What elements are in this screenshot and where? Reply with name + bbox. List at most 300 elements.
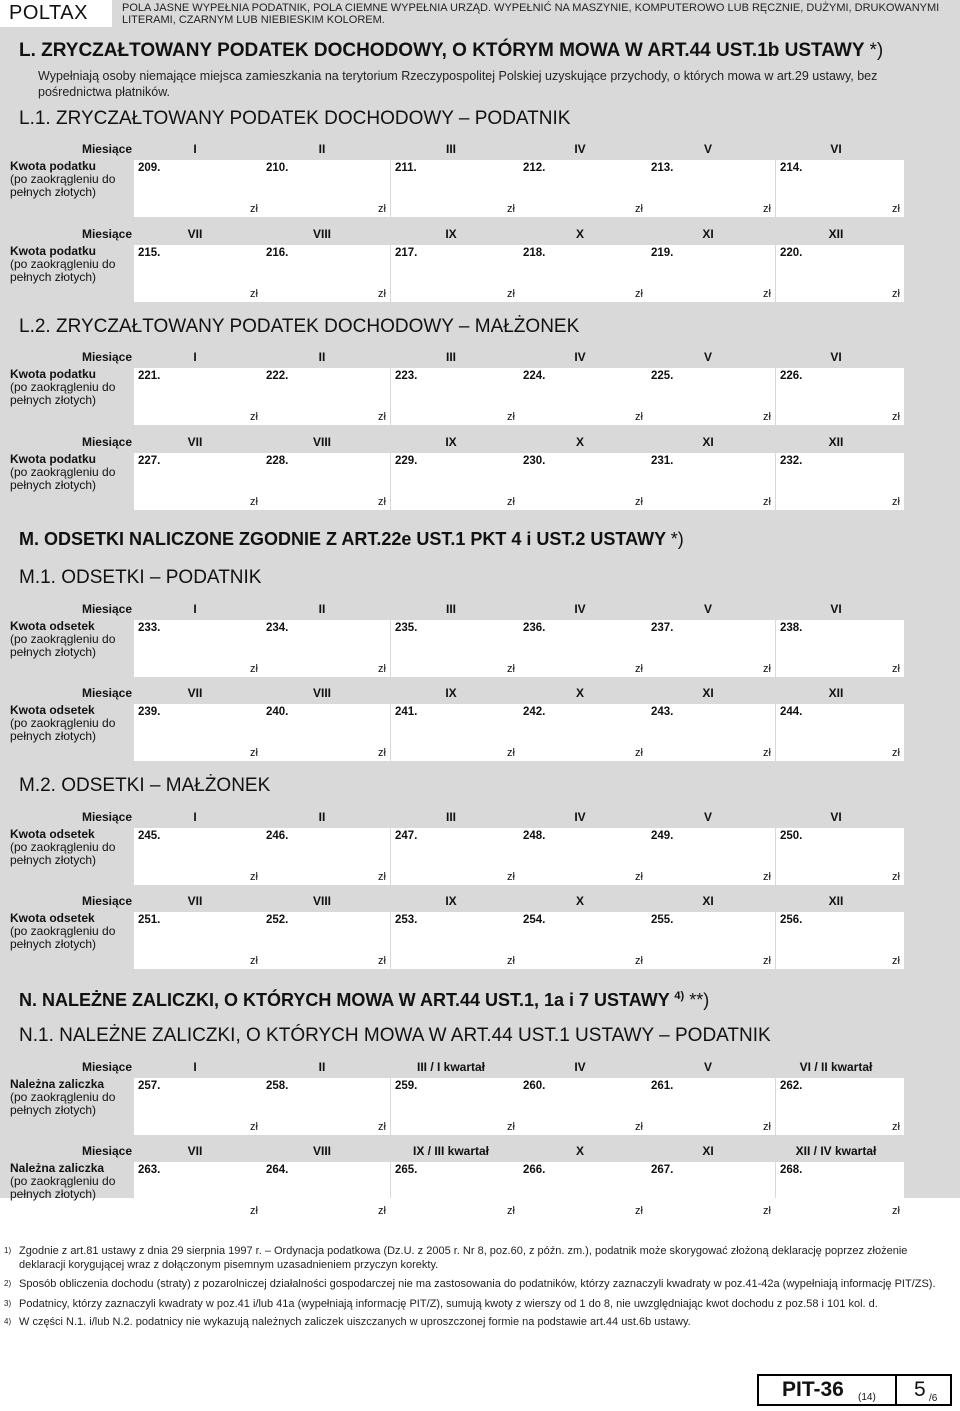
months-header-label: Miesiące (81, 1144, 132, 1158)
currency-unit: zł (250, 411, 258, 423)
month-name: XI (702, 894, 714, 908)
month-name: VI (830, 142, 842, 156)
amount-field[interactable] (776, 620, 904, 677)
currency-unit: zł (892, 288, 900, 300)
month-name: V (703, 1060, 712, 1074)
months-header-label: Miesiące (81, 350, 132, 364)
currency-unit: zł (507, 411, 515, 423)
amount-field[interactable] (262, 453, 390, 510)
filling-instructions: POLA JASNE WYPEŁNIA PODATNIK, POLA CIEMNE WYPEŁNIA URZĄD. WYPEŁNIĆ NA MASZYNIE, KOMPUTEROWO LUB RĘCZNIE, DUŻYMI, DRUKOWANYMI LITERAMI, CZARNYM LUB NIEBIESKIM KOLOREM. (122, 2, 940, 26)
row-label-title: Kwota podatku (10, 452, 96, 466)
month-name: XI (702, 686, 714, 700)
field-number: 246. (266, 830, 289, 842)
amount-field[interactable] (391, 453, 519, 510)
section-n-title (19, 990, 709, 1011)
field-number: 257. (138, 1080, 161, 1092)
amount-field[interactable] (776, 160, 904, 217)
month-name: IV (574, 810, 586, 824)
field-number: 234. (266, 622, 289, 634)
field-number: 263. (138, 1164, 161, 1176)
currency-unit: zł (507, 496, 515, 508)
month-name: XII (828, 894, 844, 908)
field-number: 264. (266, 1164, 289, 1176)
row-label-note: (po zaokrągleniu do pełnych złotych) (10, 1090, 116, 1117)
field-number: 244. (780, 706, 803, 718)
currency-unit: zł (507, 203, 515, 215)
currency-unit: zł (763, 203, 771, 215)
amount-field[interactable] (134, 1078, 262, 1135)
field-number: 231. (651, 455, 674, 467)
section-l2-title: L.2. ZRYCZAŁTOWANY PODATEK DOCHODOWY – MAŁŻONEK (19, 316, 580, 337)
currency-unit: zł (378, 1121, 386, 1133)
months-header-row (10, 684, 952, 702)
amount-field[interactable] (391, 245, 519, 302)
month-name: III / I kwartał (416, 1060, 486, 1074)
field-number: 259. (395, 1080, 418, 1092)
field-number: 254. (523, 914, 546, 926)
amount-field[interactable] (519, 704, 647, 761)
amount-field[interactable] (776, 912, 904, 969)
section-l-title-text: L. ZRYCZAŁTOWANY PODATEK DOCHODOWY, O KTÓRYM MOWA W ART.44 UST.1b USTAWY (19, 40, 865, 61)
month-name: V (703, 602, 712, 616)
month-name: I (193, 1060, 197, 1074)
months-header-label: Miesiące (81, 686, 132, 700)
row-label-note: (po zaokrągleniu do pełnych złotych) (10, 380, 116, 407)
section-n-title-text: N. NALEŻNE ZALICZKI, O KTÓRYCH MOWA W ART.44 UST.1, 1a i 7 USTAWY (19, 990, 670, 1010)
amount-field[interactable] (134, 453, 262, 510)
amount-field[interactable] (519, 453, 647, 510)
amount-field[interactable] (647, 1078, 775, 1135)
amount-field[interactable] (262, 1162, 390, 1219)
row-label-title: Kwota podatku (10, 244, 96, 258)
currency-unit: zł (507, 663, 515, 675)
amount-field[interactable] (262, 620, 390, 677)
month-name: XII (828, 435, 844, 449)
amount-field[interactable] (134, 912, 262, 969)
section-m-title (19, 529, 684, 550)
month-name: III (445, 810, 456, 824)
row-label-title: Kwota podatku (10, 367, 96, 381)
section-l-intro: Wypełniają osoby niemające miejsca zamieszkania na terytorium Rzeczypospolitej Polskiej uzyskujące przychody, o których mowa w art.29 ustawy, bez pośrednictwa płatników. (38, 69, 878, 99)
month-name: VIII (312, 686, 331, 700)
footnote-1-text: Zgodnie z art.81 ustawy z dnia 29 sierpnia 1997 r. – Ordynacja podatkowa (Dz.U. z 2005 r. Nr 8, poz.60, z późn. zm.), podatnik może skorygować złożoną deklarację poprzez złożenie deklaracji korygującej wraz z dołączonym pisemnym uzasadnieniem przyczyn korekty. (19, 1245, 908, 1271)
row-label-title: Kwota odsetek (10, 827, 95, 841)
field-number: 228. (266, 455, 289, 467)
amount-field[interactable] (134, 368, 262, 425)
month-name: VIII (312, 227, 331, 241)
currency-unit: zł (250, 955, 258, 967)
currency-unit: zł (763, 1205, 771, 1217)
field-number: 220. (780, 247, 803, 259)
field-number: 255. (651, 914, 674, 926)
currency-unit: zł (507, 871, 515, 883)
footnote-4-mark: 4) (4, 1317, 12, 1326)
footnote-2 (0, 1277, 940, 1291)
months-header-row (10, 1142, 952, 1160)
footnote-3 (0, 1297, 940, 1311)
month-name: III (445, 142, 456, 156)
month-name: II (318, 810, 326, 824)
month-name: VIII (312, 435, 331, 449)
month-name: IX / III kwartał (412, 1144, 490, 1158)
month-name: III (445, 602, 456, 616)
amount-field[interactable] (262, 912, 390, 969)
month-name: I (193, 350, 197, 364)
amount-field[interactable] (134, 704, 262, 761)
month-name: X (575, 894, 584, 908)
footnote-3-mark: 3) (4, 1299, 12, 1308)
month-name: IV (574, 1060, 586, 1074)
currency-unit: zł (635, 871, 643, 883)
amount-field[interactable] (647, 368, 775, 425)
month-name: I (193, 142, 197, 156)
amount-field[interactable] (262, 704, 390, 761)
amount-field[interactable] (134, 160, 262, 217)
amount-field[interactable] (647, 704, 775, 761)
section-l-footnote-mark: *) (869, 40, 884, 61)
currency-unit: zł (378, 747, 386, 759)
currency-unit: zł (892, 955, 900, 967)
section-l-title (19, 40, 883, 62)
currency-unit: zł (378, 288, 386, 300)
month-name: IX (445, 894, 457, 908)
amount-field[interactable] (647, 453, 775, 510)
month-name: XII (828, 227, 844, 241)
footnote-2-text: Sposób obliczenia dochodu (straty) z pozarolniczej działalności gospodarczej nie ma zastosowania do podatników, którzy zaznaczyli kwadraty w poz.41-42a (wypełniają informację PIT/ZS). (19, 1278, 936, 1290)
amount-field[interactable] (391, 160, 519, 217)
amount-field[interactable] (519, 368, 647, 425)
month-name: VIII (312, 1144, 331, 1158)
section-n1-title: N.1. NALEŻNE ZALICZKI, O KTÓRYCH MOWA W ART.44 UST.1 USTAWY – PODATNIK (19, 1025, 771, 1046)
field-number: 268. (780, 1164, 803, 1176)
months-header-label: Miesiące (81, 142, 132, 156)
months-header-label: Miesiące (81, 1060, 132, 1074)
month-name: VII (187, 686, 203, 700)
month-name: VI (830, 810, 842, 824)
currency-unit: zł (892, 203, 900, 215)
field-number: 238. (780, 622, 803, 634)
field-number: 227. (138, 455, 161, 467)
section-l1-title: L.1. ZRYCZAŁTOWANY PODATEK DOCHODOWY – PODATNIK (19, 108, 571, 129)
currency-unit: zł (378, 411, 386, 423)
amount-field[interactable] (262, 828, 390, 885)
currency-unit: zł (507, 1121, 515, 1133)
currency-unit: zł (378, 663, 386, 675)
month-name: XII (828, 686, 844, 700)
month-name: XII / IV kwartał (795, 1144, 877, 1158)
amount-field[interactable] (519, 245, 647, 302)
row-label-title: Kwota odsetek (10, 703, 95, 717)
field-number: 253. (395, 914, 418, 926)
footnote-3-text: Podatnicy, którzy zaznaczyli kwadraty w poz.41 i/lub 41a (wypełniają informację PIT/Z), sumują kwoty z wierszy od 1 do 8, nie uwzględniając kwot dochodu z poz.58 i 101 kol. d. (19, 1298, 878, 1310)
amount-field[interactable] (134, 245, 262, 302)
month-name: IV (574, 602, 586, 616)
currency-unit: zł (763, 496, 771, 508)
months-header-label: Miesiące (81, 602, 132, 616)
month-name: V (703, 142, 712, 156)
currency-unit: zł (763, 871, 771, 883)
amount-field[interactable] (134, 620, 262, 677)
month-name: V (703, 350, 712, 364)
field-number: 236. (523, 622, 546, 634)
amount-field[interactable] (647, 620, 775, 677)
currency-unit: zł (763, 955, 771, 967)
currency-unit: zł (250, 203, 258, 215)
currency-unit: zł (378, 1205, 386, 1217)
currency-unit: zł (763, 411, 771, 423)
month-name: IV (574, 350, 586, 364)
amount-field[interactable] (776, 1078, 904, 1135)
footnote-4-text: W części N.1. i/lub N.2. podatnicy nie wykazują należnych zaliczek uiszczanych w uproszczonej formie na podstawie art.44 ust.6b ustawy. (19, 1316, 691, 1328)
amount-field[interactable] (647, 160, 775, 217)
months-header-row (10, 1058, 952, 1076)
currency-unit: zł (378, 203, 386, 215)
field-number: 240. (266, 706, 289, 718)
section-n-footnote-ref: 4) (674, 990, 685, 1002)
amount-field[interactable] (776, 704, 904, 761)
section-m2-title: M.2. ODSETKI – MAŁŻONEK (19, 775, 271, 796)
month-name: VI / II kwartał (799, 1060, 873, 1074)
currency-unit: zł (378, 871, 386, 883)
amount-field[interactable] (519, 160, 647, 217)
currency-unit: zł (250, 288, 258, 300)
currency-unit: zł (635, 411, 643, 423)
field-number: 235. (395, 622, 418, 634)
amount-field[interactable] (391, 620, 519, 677)
amount-field[interactable] (262, 1078, 390, 1135)
row-label-note: (po zaokrągleniu do pełnych złotych) (10, 257, 116, 284)
field-number: 243. (651, 706, 674, 718)
month-name: V (703, 810, 712, 824)
months-header-label: Miesiące (81, 227, 132, 241)
field-number: 258. (266, 1080, 289, 1092)
currency-unit: zł (892, 1205, 900, 1217)
amount-field[interactable] (776, 453, 904, 510)
month-name: VI (830, 350, 842, 364)
months-header-row (10, 808, 952, 826)
page-total: /6 (929, 1393, 938, 1404)
month-name: VIII (312, 894, 331, 908)
currency-unit: zł (635, 1205, 643, 1217)
field-number: 218. (523, 247, 546, 259)
month-name: II (318, 350, 326, 364)
amount-field[interactable] (647, 828, 775, 885)
currency-unit: zł (378, 496, 386, 508)
field-number: 230. (523, 455, 546, 467)
amount-field[interactable] (262, 245, 390, 302)
page-number: 5 (914, 1378, 926, 1401)
amount-field[interactable] (519, 828, 647, 885)
amount-field[interactable] (519, 620, 647, 677)
field-number: 219. (651, 247, 674, 259)
row-label-note: (po zaokrągleniu do pełnych złotych) (10, 172, 116, 199)
months-header-label: Miesiące (81, 435, 132, 449)
currency-unit: zł (250, 871, 258, 883)
currency-unit: zł (250, 747, 258, 759)
amount-field[interactable] (647, 245, 775, 302)
poltax-logo: POLTAX (0, 0, 112, 27)
amount-field[interactable] (262, 160, 390, 217)
amount-field[interactable] (647, 1162, 775, 1219)
currency-unit: zł (763, 288, 771, 300)
currency-unit: zł (507, 1205, 515, 1217)
month-name: VII (187, 227, 203, 241)
currency-unit: zł (635, 955, 643, 967)
form-version: (14) (858, 1392, 876, 1403)
row-label-title: Kwota podatku (10, 159, 96, 173)
currency-unit: zł (763, 1121, 771, 1133)
field-number: 225. (651, 370, 674, 382)
month-name: IX (445, 227, 457, 241)
field-number: 247. (395, 830, 418, 842)
field-number: 212. (523, 162, 546, 174)
month-name: II (318, 602, 326, 616)
field-number: 229. (395, 455, 418, 467)
currency-unit: zł (635, 288, 643, 300)
months-header-label: Miesiące (81, 894, 132, 908)
amount-field[interactable] (776, 1162, 904, 1219)
currency-unit: zł (892, 747, 900, 759)
field-number: 215. (138, 247, 161, 259)
currency-unit: zł (635, 747, 643, 759)
field-number: 266. (523, 1164, 546, 1176)
amount-field[interactable] (391, 912, 519, 969)
amount-field[interactable] (391, 1078, 519, 1135)
field-number: 242. (523, 706, 546, 718)
month-name: X (575, 435, 584, 449)
amount-field[interactable] (776, 368, 904, 425)
field-number: 251. (138, 914, 161, 926)
field-number: 237. (651, 622, 674, 634)
field-number: 249. (651, 830, 674, 842)
currency-unit: zł (507, 288, 515, 300)
currency-unit: zł (635, 203, 643, 215)
field-number: 241. (395, 706, 418, 718)
row-label-note: (po zaokrągleniu do pełnych złotych) (10, 924, 116, 951)
row-label-note: (po zaokrągleniu do pełnych złotych) (10, 716, 116, 743)
amount-field[interactable] (519, 1078, 647, 1135)
field-number: 261. (651, 1080, 674, 1092)
field-number: 213. (651, 162, 674, 174)
field-number: 267. (651, 1164, 674, 1176)
month-name: VI (830, 602, 842, 616)
field-number: 248. (523, 830, 546, 842)
row-label-note: (po zaokrągleniu do pełnych złotych) (10, 840, 116, 867)
field-number: 245. (138, 830, 161, 842)
field-number: 210. (266, 162, 289, 174)
currency-unit: zł (507, 747, 515, 759)
currency-unit: zł (763, 663, 771, 675)
month-name: I (193, 602, 197, 616)
months-header-row (10, 600, 952, 618)
row-label-note: (po zaokrągleniu do pełnych złotych) (10, 465, 116, 492)
amount-field[interactable] (391, 704, 519, 761)
row-label-note: (po zaokrągleniu do pełnych złotych) (10, 632, 116, 659)
row-label-title: Należna zaliczka (10, 1077, 105, 1091)
form-code: PIT-36 (782, 1378, 844, 1401)
month-name: X (575, 227, 584, 241)
currency-unit: zł (892, 1121, 900, 1133)
month-name: VII (187, 1144, 203, 1158)
months-header-row (10, 892, 952, 910)
row-label-title: Należna zaliczka (10, 1161, 105, 1175)
currency-unit: zł (635, 663, 643, 675)
currency-unit: zł (892, 871, 900, 883)
amount-field[interactable] (391, 828, 519, 885)
currency-unit: zł (635, 1121, 643, 1133)
field-number: 221. (138, 370, 161, 382)
amount-field[interactable] (262, 368, 390, 425)
currency-unit: zł (507, 955, 515, 967)
row-label-note: (po zaokrągleniu do pełnych złotych) (10, 1174, 116, 1201)
month-name: XI (702, 1144, 714, 1158)
currency-unit: zł (892, 663, 900, 675)
field-number: 233. (138, 622, 161, 634)
amount-field[interactable] (647, 912, 775, 969)
amount-field[interactable] (391, 368, 519, 425)
field-number: 209. (138, 162, 161, 174)
months-header-row (10, 433, 952, 451)
amount-field[interactable] (519, 1162, 647, 1219)
months-header-row (10, 140, 952, 158)
amount-field[interactable] (391, 1162, 519, 1219)
field-number: 214. (780, 162, 803, 174)
field-number: 265. (395, 1164, 418, 1176)
month-name: VII (187, 894, 203, 908)
field-number: 260. (523, 1080, 546, 1092)
field-number: 256. (780, 914, 803, 926)
form-id-divider (895, 1374, 897, 1406)
section-m-title-text: M. ODSETKI NALICZONE ZGODNIE Z ART.22e UST.1 PKT 4 i UST.2 USTAWY (19, 529, 666, 549)
month-name: VII (187, 435, 203, 449)
amount-field[interactable] (776, 245, 904, 302)
month-name: X (575, 686, 584, 700)
field-number: 226. (780, 370, 803, 382)
footnote-2-mark: 2) (4, 1279, 12, 1288)
amount-field[interactable] (134, 828, 262, 885)
field-number: 252. (266, 914, 289, 926)
month-name: XI (702, 435, 714, 449)
currency-unit: zł (892, 496, 900, 508)
month-name: X (575, 1144, 584, 1158)
month-name: I (193, 810, 197, 824)
field-number: 222. (266, 370, 289, 382)
amount-field[interactable] (134, 1162, 262, 1219)
footnote-4 (0, 1315, 940, 1329)
month-name: IX (445, 686, 457, 700)
currency-unit: zł (763, 747, 771, 759)
field-number: 239. (138, 706, 161, 718)
month-name: III (445, 350, 456, 364)
section-m1-title: M.1. ODSETKI – PODATNIK (19, 567, 262, 588)
section-n-footnote-mark: **) (689, 990, 710, 1010)
currency-unit: zł (378, 955, 386, 967)
amount-field[interactable] (776, 828, 904, 885)
months-header-row (10, 225, 952, 243)
field-number: 216. (266, 247, 289, 259)
section-m-footnote-mark: *) (670, 529, 684, 549)
currency-unit: zł (250, 663, 258, 675)
field-number: 224. (523, 370, 546, 382)
field-number: 250. (780, 830, 803, 842)
footnote-1 (0, 1244, 940, 1272)
months-header-row (10, 348, 952, 366)
currency-unit: zł (635, 496, 643, 508)
month-name: XI (702, 227, 714, 241)
month-name: II (318, 142, 326, 156)
amount-field[interactable] (519, 912, 647, 969)
field-number: 223. (395, 370, 418, 382)
